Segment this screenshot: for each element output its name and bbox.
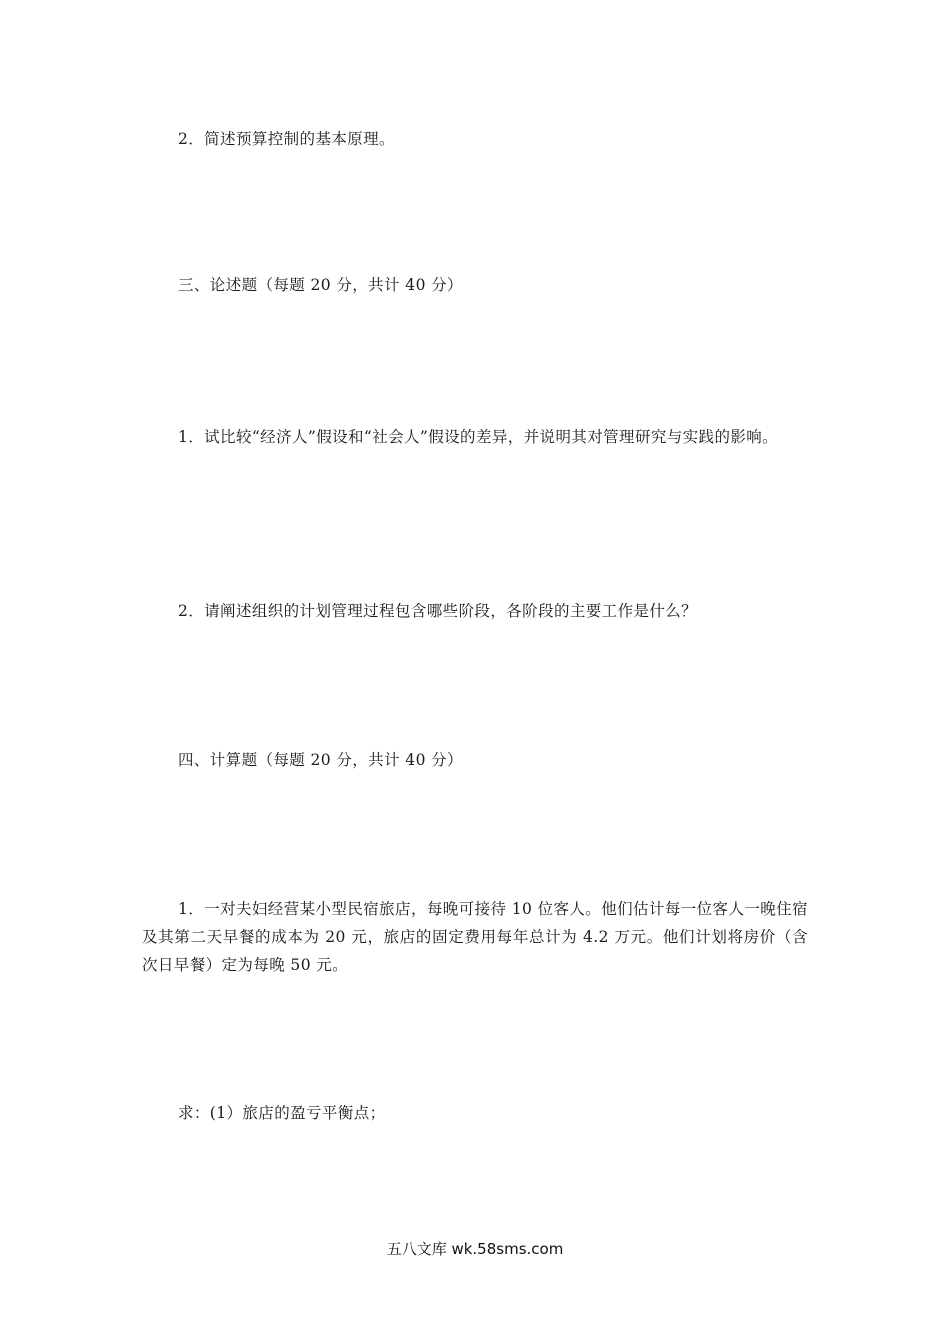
section-3-heading: 三、论述题（每题 20 分，共计 40 分）	[178, 276, 463, 294]
calculation-question-1-text: 1．一对夫妇经营某小型民宿旅店，每晚可接待 10 位客人。他们估计每一位客人一晚住宿及其第二天早餐的成本为 20 元，旅店的固定费用每年总计为 4.2 万元。他们计划将房价（含次日早餐）定为每晚 50 元。	[142, 900, 808, 974]
essay-question-1-text: 1．试比较“经济人”假设和“社会人”假设的差异，并说明其对管理研究与实践的影响。	[178, 428, 779, 446]
essay-question-1	[142, 423, 808, 451]
footer-watermark: 五八文库 wk.58sms.com	[386, 1240, 564, 1258]
essay-question-2: 2．请阐述组织的计划管理过程包含哪些阶段，各阶段的主要工作是什么？	[178, 602, 698, 620]
short-answer-question-2: 2．简述预算控制的基本原理。	[178, 130, 395, 148]
calculation-question-1	[142, 895, 808, 979]
calculation-question-1-ask: 求：(1）旅店的盈亏平衡点；	[178, 1104, 386, 1122]
section-4-heading: 四、计算题（每题 20 分，共计 40 分）	[178, 751, 463, 769]
